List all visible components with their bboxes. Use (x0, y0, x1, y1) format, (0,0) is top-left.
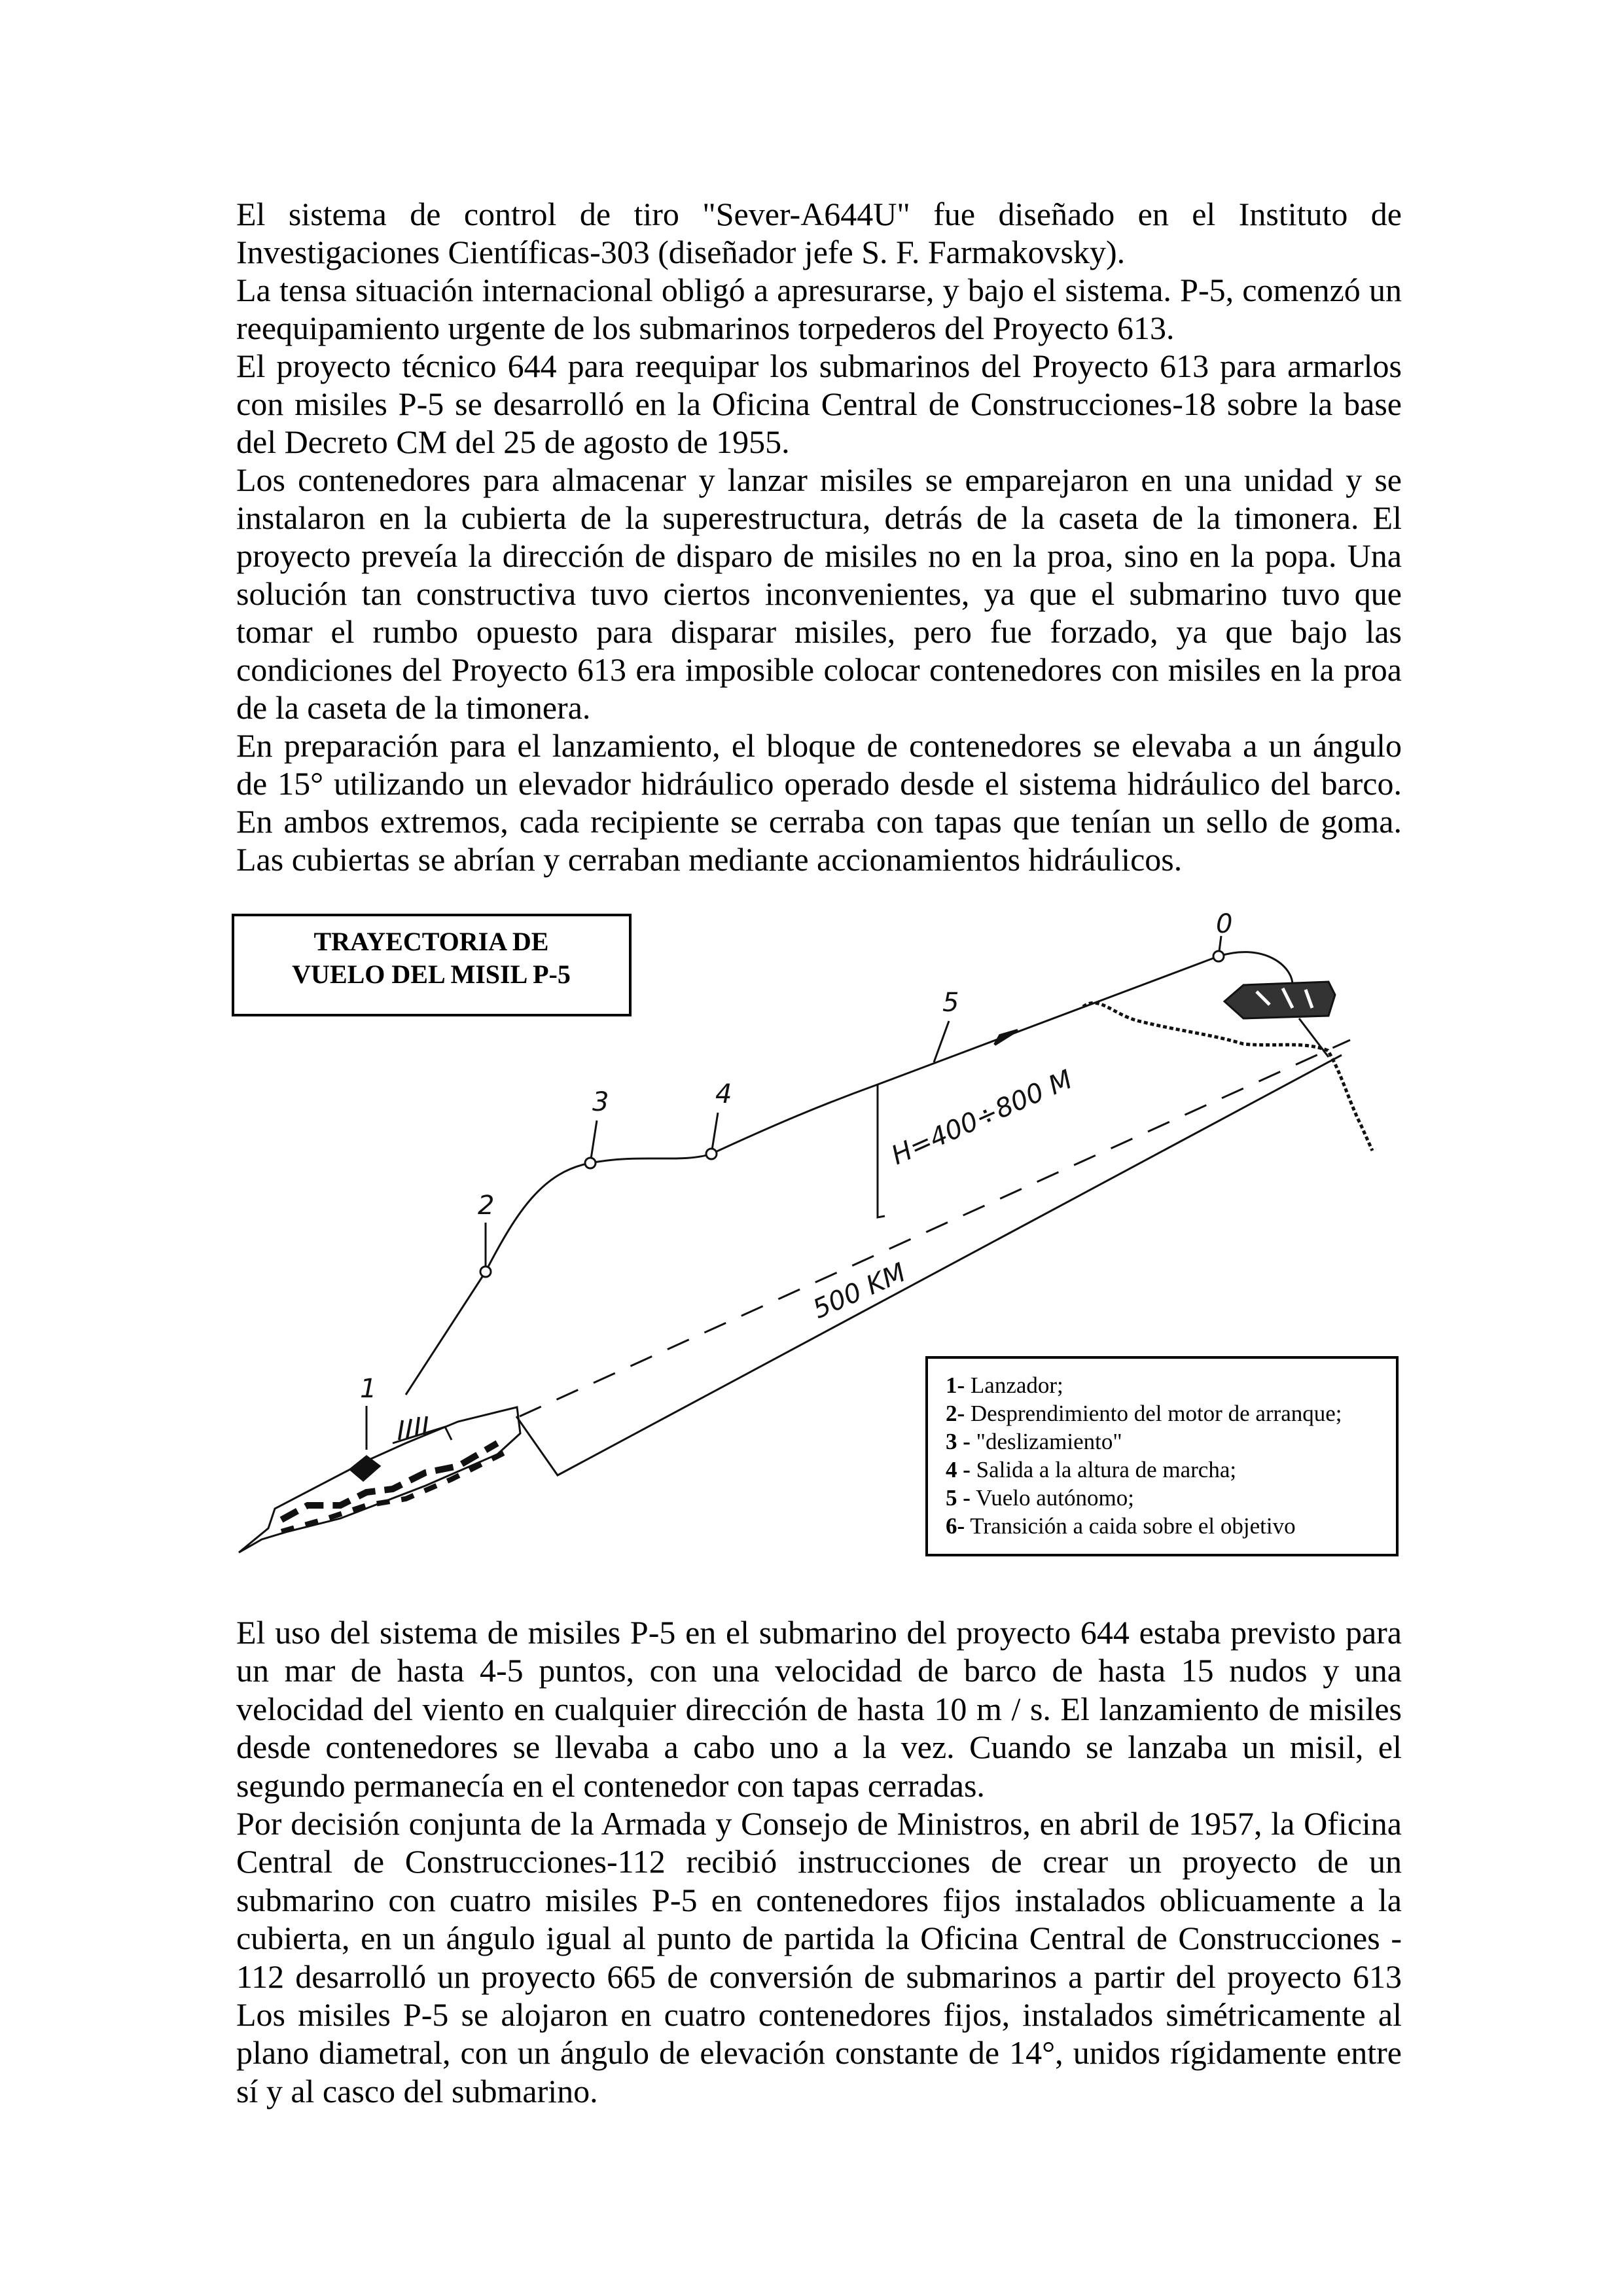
paragraph-line: plano diametral, con un ángulo de elevación constante de 14°, unidos rígidamente entre (236, 2034, 1402, 2072)
target-ship-icon (1224, 982, 1335, 1018)
paragraph-line: La tensa situación internacional obligó a apresurarse, y bajo el sistema. P-5, comenzó un (236, 272, 1402, 308)
paragraph-line: con misiles P-5 se desarrolló en la Oficina Central de Construcciones-18 sobre la base (236, 386, 1402, 422)
diagram-title-box (233, 915, 630, 1015)
legend-text: Salida a la altura de marcha; (970, 1457, 1237, 1482)
point-label-4: 4 (715, 1079, 732, 1109)
body-text-bottom (236, 1613, 1402, 2110)
paragraph-line: un mar de hasta 4-5 puntos, con una velocidad de barco de hasta 15 nudos y una (236, 1652, 1402, 1689)
paragraph-line: de 15° utilizando un elevador hidráulico operado desde el sistema hidráulico del barco. (236, 765, 1402, 802)
paragraph-line: El uso del sistema de misiles P-5 en el submarino del proyecto 644 estaba previsto para (236, 1614, 1402, 1651)
legend-text: Desprendimiento del motor de arranque; (965, 1401, 1342, 1426)
diagram-title-line: TRAYECTORIA DE (313, 927, 549, 956)
paragraph-line: Central de Construcciones-112 recibió instrucciones de crear un proyecto de un (236, 1843, 1402, 1880)
paragraph-line: condiciones del Proyecto 613 era imposible colocar contenedores con misiles en la proa (236, 651, 1402, 688)
paragraph-line: Las cubiertas se abrían y cerraban mediante accionamientos hidráulicos. (236, 841, 1183, 878)
paragraph-line: Los contenedores para almacenar y lanzar misiles se emparejaron en una unidad y se (236, 461, 1402, 498)
paragraph-line: Los misiles P-5 se alojaron en cuatro contenedores fijos, instalados simétricamente al (236, 1996, 1402, 2033)
paragraph-line: El proyecto técnico 644 para reequipar los submarinos del Proyecto 613 para armarlos (236, 348, 1402, 384)
paragraph-line: proyecto preveía la dirección de disparo de misiles no en la proa, sino en la popa. Una (236, 537, 1402, 574)
height-label: H=400÷800 M (887, 1064, 1077, 1172)
paragraph-line: En ambos extremos, cada recipiente se cerraba con tapas que tenían un sello de goma. (236, 803, 1402, 840)
paragraph-line: cubierta, en un ángulo igual al punto de partida la Oficina Central de Construcciones - (236, 1920, 1402, 1957)
diagram-legend (927, 1357, 1397, 1555)
paragraph-line: submarino con cuatro misiles P-5 en contenedores fijos instalados oblicuamente a la (236, 1881, 1402, 1918)
point-label-1: 1 (360, 1374, 377, 1404)
paragraph-line: sí y al casco del submarino. (236, 2072, 598, 2109)
range-label: 500 KM (808, 1257, 910, 1325)
legend-text: Vuelo autónomo; (970, 1485, 1134, 1511)
paragraph-line: En preparación para el lanzamiento, el bloque de contenedores se elevaba a un ángulo (236, 727, 1402, 764)
paragraph-line: Investigaciones Científicas-303 (diseñador jefe S. F. Farmakovsky). (236, 234, 1126, 270)
point-label-5: 5 (942, 988, 959, 1018)
paragraph-line: segundo permanecía en el contenedor con tapas cerradas. (236, 1767, 985, 1804)
legend-number: 2- (946, 1401, 965, 1426)
paragraph-line: de la caseta de la timonera. (236, 689, 591, 726)
paragraph-line: solución tan constructiva tuvo ciertos inconvenientes, ya que el submarino tuvo que (236, 575, 1402, 612)
legend-number: 3 - (946, 1429, 971, 1454)
paragraph-line: del Decreto CM del 25 de agosto de 1955. (236, 423, 790, 460)
legend-text: "deslizamiento" (970, 1429, 1122, 1454)
legend-item (946, 1429, 1122, 1454)
legend-text: Lanzador; (965, 1372, 1063, 1398)
paragraph-line: El sistema de control de tiro "Sever-A644U" fue diseñado en el Instituto de (236, 196, 1402, 232)
paragraph-line: Por decisión conjunta de la Armada y Consejo de Ministros, en abril de 1957, la Oficina (236, 1804, 1402, 1842)
paragraph-line: desde contenedores se llevaba a cabo uno a la vez. Cuando se lanzaba un misil, el (236, 1729, 1402, 1766)
legend-number: 5 - (946, 1485, 971, 1511)
point-label-2: 2 (478, 1191, 495, 1221)
point-label-3: 3 (592, 1087, 609, 1117)
coastline-drawing (1083, 1003, 1372, 1151)
paragraph-line: instalaron en la cubierta de la superestructura, detrás de la caseta de la timonera. El (236, 499, 1402, 536)
legend-item (946, 1457, 1236, 1482)
paragraph-line: velocidad del viento en cualquier dirección de hasta 10 m / s. El lanzamiento de misiles (236, 1690, 1402, 1727)
legend-number: 4 - (946, 1457, 971, 1482)
legend-item (946, 1513, 1296, 1539)
diagram-title-line: VUELO DEL MISIL P-5 (292, 960, 571, 989)
legend-item (946, 1401, 1342, 1426)
paragraph-line: reequipamiento urgente de los submarinos torpederos del Proyecto 613. (236, 310, 1175, 346)
paragraph-line: 112 desarrolló un proyecto 665 de conversión de submarinos a partir del proyecto 613 (236, 1958, 1402, 1995)
legend-number: 6- (946, 1513, 965, 1539)
legend-number: 1- (946, 1372, 965, 1398)
point-label-0: 0 (1216, 909, 1233, 939)
legend-item (946, 1372, 1063, 1398)
submarine-drawing (239, 1407, 520, 1552)
legend-item (946, 1485, 1134, 1511)
legend-text: Transición a caida sobre el objetivo (965, 1513, 1296, 1539)
paragraph-line: tomar el rumbo opuesto para disparar misiles, pero fue forzado, ya que bajo las (236, 613, 1402, 650)
